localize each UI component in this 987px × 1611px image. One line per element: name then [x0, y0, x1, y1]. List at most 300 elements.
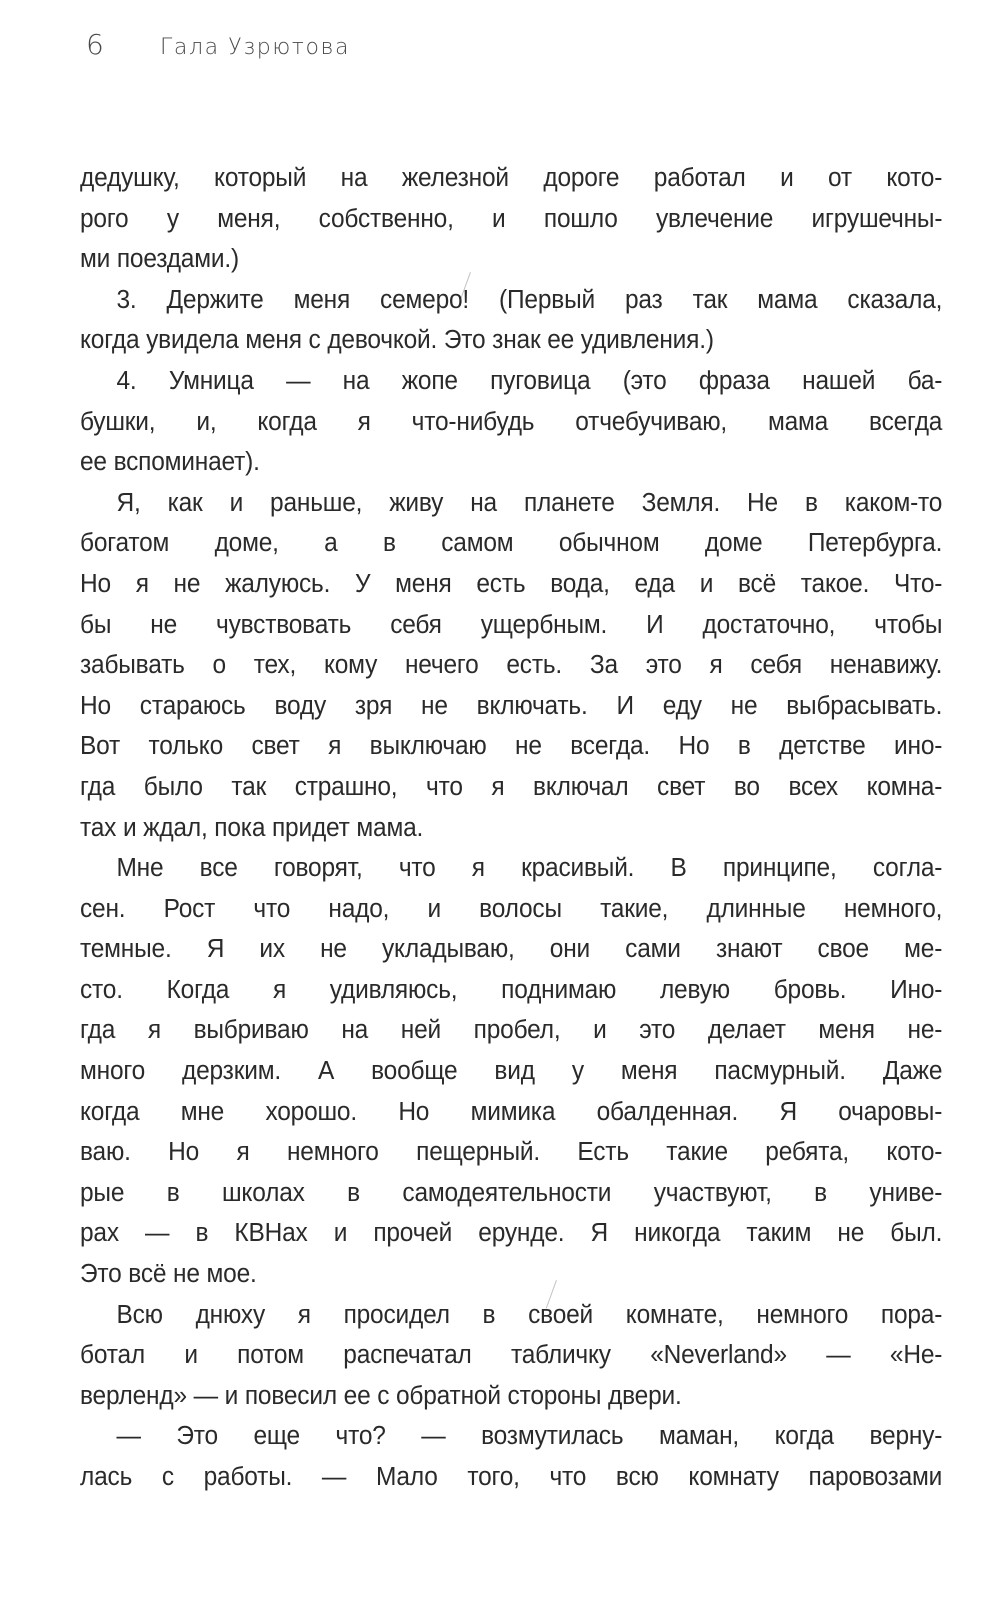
word: ваю. — [80, 1138, 131, 1167]
word: очаровы- — [838, 1097, 943, 1126]
word: когда — [80, 326, 140, 355]
word: Мало — [375, 1463, 438, 1491]
word: стороны — [507, 1381, 602, 1410]
word: мимика — [470, 1097, 556, 1126]
word: что? — [335, 1422, 386, 1451]
word: длинные — [706, 894, 806, 923]
word: прочей — [373, 1219, 453, 1248]
word: вода, — [550, 569, 610, 598]
page-header — [86, 28, 350, 68]
word: обалденная. — [596, 1097, 739, 1126]
word: вспоминает). — [113, 448, 260, 477]
word: доме — [704, 529, 763, 558]
word: когда — [774, 1422, 834, 1451]
word: меня, — [217, 204, 281, 233]
word: воду — [274, 691, 327, 720]
text-line — [80, 970, 942, 1011]
word: паровозами — [808, 1463, 943, 1491]
word: всё — [128, 1260, 167, 1289]
word: еще — [253, 1422, 300, 1451]
word: В — [670, 854, 687, 883]
word: богатом — [80, 529, 170, 558]
word: когда — [257, 407, 317, 436]
word: вообще — [371, 1057, 458, 1086]
word: пещерный. — [416, 1138, 540, 1167]
word: отчебучиваю, — [575, 407, 728, 436]
word: говорят, — [273, 854, 363, 883]
word: работал — [653, 164, 746, 192]
word: — — [193, 1381, 218, 1410]
word: всё — [738, 569, 777, 598]
word: ме- — [904, 935, 943, 964]
word: в — [482, 1300, 496, 1329]
text-line — [80, 808, 942, 849]
word: потом — [237, 1341, 304, 1370]
word: Ино- — [890, 975, 943, 1004]
text-line — [80, 726, 942, 767]
word: участвуют, — [653, 1178, 772, 1207]
word: не — [421, 691, 448, 720]
word: и — [492, 204, 506, 233]
word: пуговица — [490, 366, 591, 395]
word: пошло — [543, 204, 618, 233]
word: в — [804, 488, 818, 517]
word: фраза — [698, 366, 770, 395]
word: детстве — [779, 732, 866, 761]
word: маман, — [658, 1422, 740, 1451]
word: пробел, — [473, 1016, 561, 1045]
body-text — [80, 158, 942, 1498]
word: они — [549, 935, 591, 964]
word: придет — [271, 813, 350, 842]
page-number: 6 — [86, 28, 104, 61]
word: — — [321, 1463, 347, 1491]
word: меня — [620, 1057, 678, 1086]
word: был. — [890, 1219, 943, 1248]
text-line — [80, 1376, 942, 1417]
word: комнате, — [625, 1300, 724, 1329]
word: с — [161, 1463, 174, 1491]
word: Даже — [882, 1057, 943, 1086]
word: — — [145, 1219, 170, 1248]
text-line — [80, 686, 942, 727]
word: принципе, — [722, 854, 837, 883]
word: я — [491, 772, 505, 801]
word: что — [398, 854, 436, 883]
word: У — [354, 569, 371, 598]
text-line — [80, 564, 942, 605]
word: удивления.) — [580, 326, 714, 355]
word: Есть — [577, 1138, 629, 1167]
word: ба- — [907, 366, 943, 395]
word: не- — [907, 1016, 943, 1045]
text-line — [80, 1051, 942, 1092]
word: всегда. — [570, 732, 650, 761]
word: и — [229, 488, 244, 517]
word: дороге — [543, 164, 620, 192]
word: тах — [80, 813, 117, 842]
word: еда — [634, 569, 675, 598]
text-line — [80, 402, 942, 443]
word: который — [214, 164, 307, 192]
word: сказала, — [847, 285, 943, 314]
word: достаточно, — [702, 610, 836, 639]
word: 4. — [116, 366, 137, 395]
word: что — [426, 772, 463, 801]
word: мама — [757, 285, 818, 314]
word: жалуюсь. — [225, 569, 331, 598]
word: и — [699, 569, 714, 598]
word: ино- — [894, 732, 943, 761]
word: планете — [523, 488, 615, 517]
word: работы. — [203, 1463, 293, 1491]
word: от — [828, 164, 852, 192]
word: мама. — [356, 813, 424, 842]
word: Это — [80, 1260, 122, 1289]
word: я — [297, 1300, 311, 1329]
word: (Первый — [499, 285, 595, 314]
word: ждал, — [143, 813, 208, 842]
word: нечего — [404, 651, 479, 680]
word: меня — [395, 569, 452, 598]
word: пока — [214, 813, 266, 842]
word: и — [780, 164, 794, 192]
word: Когда — [166, 975, 230, 1004]
word: много — [80, 1057, 146, 1086]
word: не — [173, 1260, 200, 1289]
word: и, — [196, 407, 217, 436]
word: рах — [80, 1219, 119, 1248]
text-line — [80, 1010, 942, 1051]
word: нашей — [802, 366, 876, 395]
word: и — [184, 1341, 198, 1370]
word: страшно, — [294, 772, 398, 801]
word: тех, — [253, 651, 297, 680]
word: что — [253, 894, 291, 923]
word: на — [340, 164, 368, 192]
word: во — [733, 772, 760, 801]
text-line — [80, 1254, 942, 1295]
word: Но — [678, 732, 710, 761]
word: укладываю, — [382, 935, 515, 964]
word: Это — [176, 1422, 218, 1451]
word: и — [122, 813, 137, 842]
text-line — [80, 158, 942, 199]
word: ее — [80, 448, 107, 477]
word: меня — [245, 326, 302, 355]
word: я — [357, 407, 371, 436]
word: левую — [659, 975, 730, 1004]
text-line — [80, 320, 942, 361]
word: выбриваю — [193, 1016, 309, 1045]
word: ее — [343, 1381, 371, 1410]
word: каком-то — [844, 488, 943, 517]
text-line — [80, 645, 942, 686]
word: волосы — [479, 894, 562, 923]
word: Я — [206, 935, 225, 964]
text-line — [80, 1132, 942, 1173]
text-line — [80, 605, 942, 646]
word: выключаю — [369, 732, 487, 761]
word: Не — [747, 488, 778, 517]
word: немного, — [843, 894, 943, 923]
word: это — [639, 1016, 676, 1045]
word: комнату — [688, 1463, 779, 1491]
word: что — [549, 1463, 587, 1491]
word: знак — [492, 326, 541, 355]
word: не — [837, 1219, 865, 1248]
word: — — [116, 1422, 141, 1451]
word: Рост — [163, 894, 216, 923]
word: — — [286, 366, 311, 395]
word: Я, — [116, 488, 141, 517]
word: сто. — [80, 975, 123, 1004]
word: девочкой. — [327, 326, 438, 355]
word: и — [224, 1381, 239, 1410]
word: не — [515, 732, 542, 761]
word: верленд» — [80, 1381, 187, 1410]
text-line — [80, 1173, 942, 1214]
word: табличку — [510, 1341, 611, 1370]
word: зря — [354, 691, 393, 720]
word: есть. — [506, 651, 563, 680]
word: у — [166, 204, 179, 233]
word: надо, — [328, 894, 390, 923]
word: того, — [467, 1463, 520, 1491]
word: лась — [80, 1463, 133, 1491]
word: немного — [756, 1300, 849, 1329]
word: в — [195, 1219, 209, 1248]
word: игрушечны- — [811, 204, 943, 233]
word: Я — [779, 1097, 797, 1126]
word: ней — [400, 1016, 441, 1045]
word: Петербурга. — [807, 529, 943, 558]
word: все — [199, 854, 238, 883]
word: только — [148, 732, 224, 761]
word: о — [212, 651, 226, 680]
word: есть — [476, 569, 526, 598]
word: пасмурный. — [714, 1057, 846, 1086]
word: повесил — [244, 1381, 337, 1410]
word: ребята, — [765, 1138, 850, 1167]
text-line — [80, 1457, 942, 1498]
word: вид — [494, 1057, 535, 1086]
word: гда — [80, 772, 116, 801]
word: с — [308, 326, 321, 355]
word: делает — [707, 1016, 786, 1045]
word: «Не- — [889, 1341, 943, 1370]
word: на — [470, 488, 497, 517]
word: железной — [401, 164, 509, 192]
word: я — [471, 854, 485, 883]
word: обратной — [395, 1381, 501, 1410]
text-line — [80, 442, 942, 483]
word: не — [150, 610, 178, 639]
word: меня — [293, 285, 351, 314]
word: чувствовать — [216, 610, 352, 639]
word: свет — [251, 732, 300, 761]
word: включать. — [476, 691, 588, 720]
word: доме, — [214, 529, 279, 558]
word: днюху — [195, 1300, 266, 1329]
word: их — [259, 935, 285, 964]
word: комна- — [866, 772, 943, 801]
word: у — [571, 1057, 584, 1086]
word: в — [737, 732, 751, 761]
text-line — [80, 199, 942, 240]
word: не — [173, 569, 201, 598]
word: себя — [390, 610, 442, 639]
word: Мне — [116, 854, 164, 883]
word: я — [709, 651, 723, 680]
word: а — [324, 529, 338, 558]
word: на — [341, 1016, 369, 1045]
word: я — [272, 975, 287, 1004]
word: дедушку, — [80, 164, 180, 192]
word: Что- — [894, 569, 943, 598]
word: на — [342, 366, 370, 395]
word: и — [593, 1016, 607, 1045]
word: такие — [666, 1138, 728, 1167]
text-line — [80, 767, 942, 808]
word: Умница — [168, 366, 254, 395]
text-line — [80, 1295, 942, 1336]
text-line — [80, 280, 942, 321]
word: так — [692, 285, 728, 314]
word: Я — [590, 1219, 608, 1248]
running-title: Гала Узрютова — [160, 35, 351, 60]
word: верну- — [869, 1422, 943, 1451]
word: стараюсь — [139, 691, 246, 720]
word: поднимаю — [501, 975, 617, 1004]
word: знают — [715, 935, 783, 964]
word: униве- — [869, 1178, 943, 1207]
word: Но — [168, 1138, 200, 1167]
word: самодеятельности — [402, 1178, 612, 1207]
word: всю — [615, 1463, 659, 1491]
word: бровь. — [773, 975, 847, 1004]
word: когда — [80, 1097, 140, 1126]
word: — — [421, 1422, 446, 1451]
word: Вот — [80, 732, 121, 761]
word: забывать — [80, 651, 185, 680]
word: ущербным. — [480, 610, 608, 639]
word: я — [135, 569, 149, 598]
word: не — [320, 935, 347, 964]
word: гда — [80, 1016, 116, 1045]
word: дерзким. — [182, 1057, 281, 1086]
word: себя — [750, 651, 802, 680]
word: (это — [622, 366, 667, 395]
word: было — [143, 772, 203, 801]
word: «Neverland» — [650, 1341, 787, 1370]
word: я — [328, 732, 342, 761]
word: не — [730, 691, 758, 720]
word: КВНах — [234, 1219, 308, 1248]
word: просидел — [343, 1300, 450, 1329]
word: школах — [221, 1178, 305, 1207]
word: немного — [286, 1138, 379, 1167]
word: живу — [389, 488, 444, 517]
word: всегда — [869, 407, 943, 436]
word: хорошо. — [265, 1097, 357, 1126]
text-line — [80, 1335, 942, 1376]
word: обычном — [558, 529, 660, 558]
word: ми — [80, 245, 111, 274]
text-line — [80, 1213, 942, 1254]
word: рого — [80, 204, 129, 233]
word: кому — [323, 651, 378, 680]
word: чтобы — [874, 610, 943, 639]
text-line — [80, 848, 942, 889]
word: увлечение — [655, 204, 774, 233]
word: меня — [818, 1016, 875, 1045]
word: 3. — [116, 285, 137, 314]
word: И — [616, 691, 634, 720]
text-line — [80, 1416, 942, 1457]
word: возмутилась — [481, 1422, 624, 1451]
word: самом — [441, 529, 514, 558]
word: раньше, — [270, 488, 363, 517]
word: никогда — [634, 1219, 721, 1248]
word: сен. — [80, 894, 126, 923]
word: поездами.) — [116, 245, 239, 274]
word: Но — [80, 569, 111, 598]
word: За — [589, 651, 618, 680]
word: Держите — [166, 285, 264, 314]
word: всех — [788, 772, 838, 801]
word: двери. — [608, 1381, 682, 1410]
word: включал — [533, 772, 629, 801]
word: бы — [80, 610, 112, 639]
word: Но — [80, 691, 111, 720]
word: пора- — [880, 1300, 943, 1329]
word: А — [317, 1057, 335, 1086]
word: мне — [180, 1097, 225, 1126]
text-line — [80, 483, 942, 524]
word: жопе — [401, 366, 458, 395]
text-line — [80, 929, 942, 970]
word: с — [377, 1381, 390, 1410]
word: я — [147, 1016, 161, 1045]
word: таким — [746, 1219, 812, 1248]
word: в — [347, 1178, 360, 1207]
word: И — [646, 610, 664, 639]
word: что-нибудь — [411, 407, 535, 436]
text-line — [80, 523, 942, 564]
word: как — [167, 488, 203, 517]
word: согла- — [872, 854, 943, 883]
text-line — [80, 889, 942, 930]
word: ненавижу. — [829, 651, 943, 680]
word: ее — [547, 326, 575, 355]
word: своей — [528, 1300, 594, 1329]
text-line — [80, 1092, 942, 1133]
word: еду — [662, 691, 702, 720]
word: мама — [767, 407, 829, 436]
word: распечатал — [343, 1341, 472, 1370]
word: такое. — [800, 569, 870, 598]
word: — — [826, 1341, 851, 1370]
text-line — [80, 239, 942, 280]
word: так — [231, 772, 267, 801]
word: Земля. — [641, 488, 721, 517]
word: в — [383, 529, 396, 558]
word: сами — [625, 935, 681, 964]
word: темные. — [80, 935, 172, 964]
word: Но — [398, 1097, 430, 1126]
word: удивляюсь, — [329, 975, 458, 1004]
